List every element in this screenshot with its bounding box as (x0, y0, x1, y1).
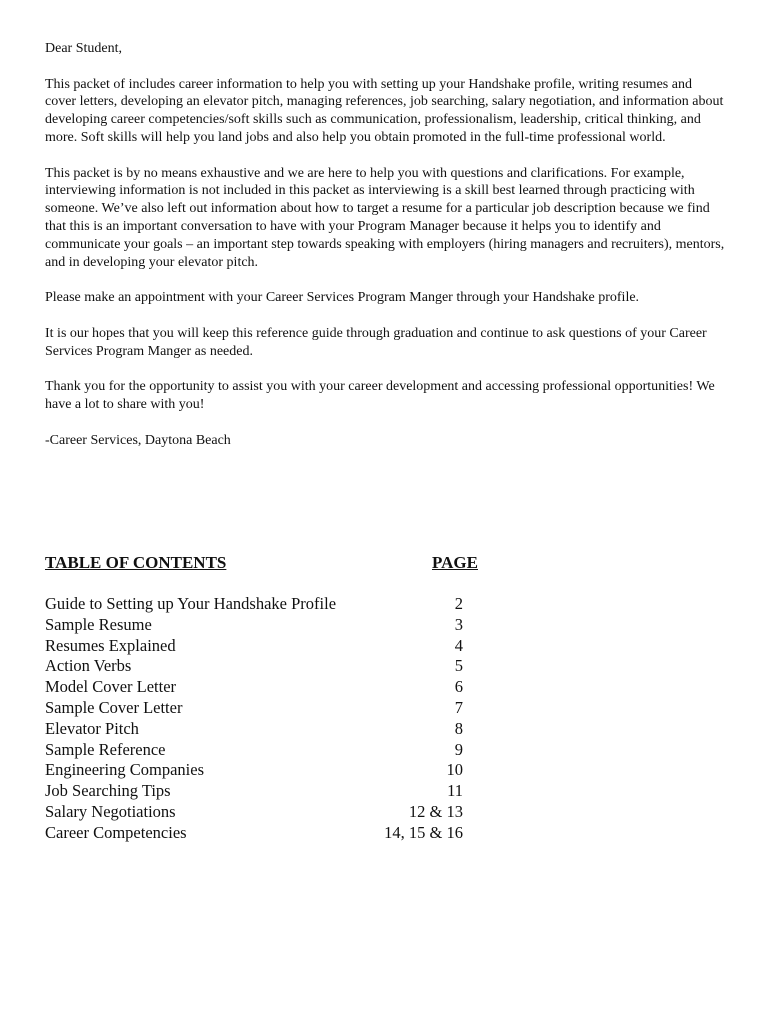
toc-item (45, 781, 465, 802)
letter-paragraph: Please make an appointment with your Career Services Program Manger through your Handshake profile. (45, 290, 640, 306)
toc-heading: TABLE OF CONTENTS (45, 553, 227, 572)
toc-item-title: Sample Cover Letter (45, 697, 183, 717)
table-of-contents (45, 552, 485, 842)
toc-item (45, 698, 465, 719)
toc-item (45, 615, 465, 636)
toc-item-title: Elevator Pitch (45, 718, 139, 738)
toc-item (45, 760, 465, 781)
letter-paragraph: This packet of includes career information to help you with setting up your Handshake profile, writing resumes and cover letters, developing an elevator pitch, managing references, job searching, salary negotiation, and information about developing career competencies/soft skills such as communication, professionalism, leadership, critical thinking, and more. Soft skills will help you land jobs and also help you obtain promoted in the full-time professional world. (45, 76, 724, 145)
toc-item (45, 802, 465, 823)
toc-item-title: Engineering Companies (45, 760, 205, 780)
toc-item-title: Career Competencies (45, 822, 187, 842)
toc-item-title: Sample Reference (45, 739, 166, 759)
toc-item (45, 719, 465, 740)
toc-item-title: Action Verbs (45, 656, 132, 676)
letter-salutation: Dear Student, (45, 41, 122, 56)
toc-header (45, 552, 485, 576)
toc-item-title: Model Cover Letter (45, 677, 177, 697)
letter-paragraph: Thank you for the opportunity to assist you with your career development and accessing professional opportunities! We have a lot to share with you! (45, 379, 715, 412)
toc-item (45, 823, 465, 844)
toc-item-page: 2 (454, 594, 463, 613)
toc-item-title: Job Searching Tips (45, 781, 171, 801)
toc-item (45, 677, 465, 698)
toc-item-page: 7 (454, 697, 463, 717)
toc-item-page: 12 & 13 (408, 801, 463, 821)
toc-item-page: 11 (447, 781, 463, 801)
letter-signature: -Career Services, Daytona Beach (45, 432, 231, 448)
toc-item-title: Sample Resume (45, 614, 152, 634)
toc-item-page: 14, 15 & 16 (384, 822, 463, 842)
toc-list (45, 594, 465, 844)
toc-item (45, 636, 465, 657)
toc-item (45, 594, 465, 615)
toc-item (45, 740, 465, 761)
letter-paragraph: This packet is by no means exhaustive and we are here to help you with questions and clarifications. For example, interviewing information is not included in this packet as interviewing is a skill best learned through practicing with someone. We’ve also left out information about how to target a resume for a particular job description because we find that this is an important conversation to have with your Program Manager because it helps you to identify and communicate your goals – an important step towards speaking with employers (hiring managers and recruiters), mentors, and in developing your elevator pitch. (45, 165, 725, 270)
toc-item-page: 10 (446, 760, 463, 780)
toc-item (45, 656, 465, 677)
welcome-letter (45, 40, 725, 467)
toc-item-page: 4 (454, 635, 463, 655)
toc-item-page: 6 (454, 677, 463, 697)
toc-item-title: Guide to Setting up Your Handshake Profile (45, 594, 337, 613)
toc-item-title: Salary Negotiations (45, 801, 176, 821)
toc-item-page: 9 (454, 739, 463, 759)
toc-page-heading: PAGE (432, 553, 478, 572)
toc-item-title: Resumes Explained (45, 635, 176, 655)
toc-item-page: 8 (454, 718, 463, 738)
letter-paragraph: It is our hopes that you will keep this reference guide through graduation and continue to ask questions of your Career Services Program Manger as needed. (45, 325, 707, 359)
toc-item-page: 3 (454, 614, 463, 634)
toc-item-page: 5 (454, 656, 463, 676)
